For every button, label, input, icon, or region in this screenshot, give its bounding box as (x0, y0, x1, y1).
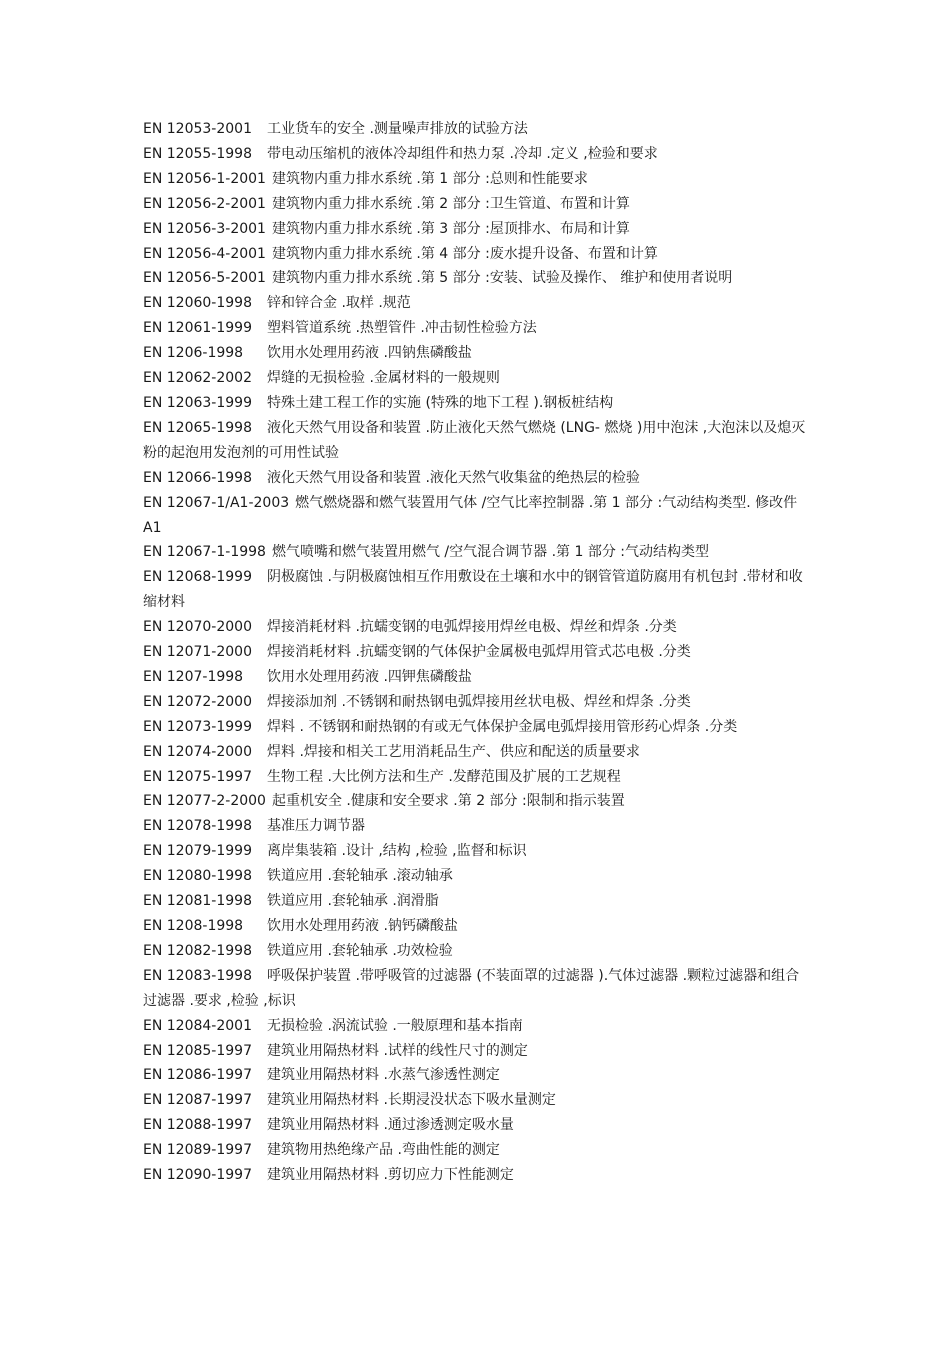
standard-entry (143, 266, 808, 291)
standard-entry (143, 615, 808, 640)
standard-title: 建筑物内重力排水系统 .第 5 部分 :安装、试验及操作、 维护和使用者说明 (271, 270, 733, 287)
standard-title: 液化天然气用设备和装置 .防止液化天然气燃烧 (LNG- 燃烧 )用中泡沫 ,大泡沫以及熄灭粉的起泡用发泡剂的可用性试验 (143, 419, 806, 461)
standard-title: 阴极腐蚀 .与阴极腐蚀相互作用敷设在土壤和水中的钢管管道防腐用有机包封 .带材和收缩材料 (143, 569, 803, 611)
standard-entry (143, 964, 808, 1014)
standard-code: EN 12071-2000 (143, 644, 252, 661)
standard-entry (143, 167, 808, 192)
standard-code: EN 12056-4-2001 (143, 245, 266, 262)
standard-title: 饮用水处理用药液 .钠钙磷酸盐 (267, 918, 458, 934)
standard-title: 焊缝的无损检验 .金属材料的一般规则 (267, 370, 500, 387)
standard-entry (143, 192, 808, 217)
standard-code: EN 1206-1998 (143, 345, 244, 362)
standard-title: 液化天然气用设备和装置 .液化天然气收集盆的绝热层的检验 (267, 469, 640, 486)
standard-code: EN 12089-1997 (143, 1142, 252, 1159)
standard-code: EN 12088-1997 (143, 1117, 252, 1134)
standard-title: 建筑物内重力排水系统 .第 3 部分 :屋顶排水、布局和计算 (271, 220, 630, 237)
standard-title: 铁道应用 .套轮轴承 .滚动轴承 (267, 868, 453, 885)
standard-entry (143, 715, 808, 740)
standard-entry (143, 789, 808, 814)
standard-entry (143, 466, 808, 491)
standard-entry (143, 814, 808, 839)
standard-title: 饮用水处理用药液 .四钠焦磷酸盐 (267, 345, 472, 362)
standard-code: EN 12077-2-2000 (143, 793, 266, 810)
standard-entry (143, 341, 808, 366)
standard-code: EN 12068-1999 (143, 569, 252, 586)
standard-entry (143, 1163, 808, 1188)
standard-code: EN 12056-2-2001 (143, 195, 266, 212)
standard-code: EN 1207-1998 (143, 668, 244, 685)
standard-title: 饮用水处理用药液 .四钾焦磷酸盐 (267, 668, 472, 685)
standard-title: 工业货车的安全 .测量噪声排放的试验方法 (267, 121, 528, 137)
standard-title: 呼吸保护装置 .带呼吸管的过滤器 (不装面罩的过滤器 ).气体过滤器 .颗粒过滤器和组合过滤器 .要求 ,检验 ,标识 (143, 967, 800, 1009)
standard-title: 建筑物用热绝缘产品 .弯曲性能的测定 (267, 1142, 500, 1159)
standard-title: 焊接添加剂 .不锈钢和耐热钢电弧焊接用丝状电极、焊丝和焊条 .分类 (267, 693, 691, 710)
standard-code: EN 12070-2000 (143, 619, 252, 636)
standard-title: 焊接消耗材料 .抗蠕变钢的气体保护金属极电弧焊用管式芯电极 .分类 (267, 644, 691, 661)
standard-title: 生物工程 .大比例方法和生产 .发酵范围及扩展的工艺规程 (267, 768, 621, 785)
standard-entry (143, 740, 808, 765)
standard-code: EN 12083-1998 (143, 967, 252, 984)
standard-title: 焊料 .焊接和相关工艺用消耗品生产、供应和配送的质量要求 (267, 743, 640, 760)
standard-entry (143, 291, 808, 316)
standard-entry (143, 1138, 808, 1163)
standard-code: EN 12084-2001 (143, 1017, 252, 1034)
standard-code: EN 12082-1998 (143, 942, 252, 959)
standard-entry (143, 316, 808, 341)
standard-code: EN 12065-1998 (143, 419, 252, 436)
standard-code: EN 12085-1997 (143, 1042, 252, 1059)
standard-code: EN 12074-2000 (143, 743, 252, 760)
standard-code: EN 12087-1997 (143, 1092, 252, 1109)
standard-code: EN 12078-1998 (143, 818, 252, 835)
standard-title: 燃气燃烧器和燃气装置用气体 /空气比率控制器 .第 1 部分 :气动结构类型. 修改件 A1 (143, 494, 798, 536)
standard-title: 铁道应用 .套轮轴承 .润滑脂 (267, 893, 439, 910)
standard-code: EN 12056-3-2001 (143, 220, 266, 237)
standard-entry (143, 217, 808, 242)
standard-entry (143, 366, 808, 391)
standard-code: EN 12066-1998 (143, 469, 252, 486)
standard-title: 焊料 . 不锈钢和耐热钢的有或无气体保护金属电弧焊接用管形药心焊条 .分类 (267, 718, 738, 735)
standard-entry (143, 939, 808, 964)
standard-title: 建筑业用隔热材料 .水蒸气渗透性测定 (267, 1067, 500, 1084)
standard-entry (143, 690, 808, 715)
standard-entry (143, 540, 808, 565)
standard-code: EN 12086-1997 (143, 1067, 252, 1084)
standard-entry (143, 914, 808, 939)
standard-entry (143, 665, 808, 690)
standard-entry (143, 1063, 808, 1088)
standard-title: 建筑物内重力排水系统 .第 1 部分 :总则和性能要求 (271, 170, 588, 187)
standard-code: EN 12075-1997 (143, 768, 252, 785)
standard-entry (143, 1113, 808, 1138)
standard-code: EN 12056-1-2001 (143, 170, 266, 187)
standard-title: 无损检验 .涡流试验 .一般原理和基本指南 (267, 1017, 523, 1034)
standard-entry (143, 565, 808, 615)
standard-title: 锌和锌合金 .取样 .规范 (267, 295, 411, 312)
standard-entry (143, 889, 808, 914)
standard-title: 起重机安全 .健康和安全要求 .第 2 部分 :限制和指示装置 (271, 793, 625, 810)
standard-title: 建筑业用隔热材料 .试样的线性尺寸的测定 (267, 1042, 528, 1059)
standard-title: 塑料管道系统 .热塑管件 .冲击韧性检验方法 (267, 320, 537, 337)
standard-entry (143, 1088, 808, 1113)
standard-code: EN 12067-1/A1-2003 (143, 494, 290, 511)
standard-code: EN 12061-1999 (143, 320, 252, 337)
standard-entry (143, 416, 808, 466)
standard-code: EN 12072-2000 (143, 693, 252, 710)
standard-entry (143, 1039, 808, 1064)
standard-code: EN 12053-2001 (143, 121, 252, 137)
standard-code: EN 12081-1998 (143, 893, 252, 910)
standard-entry (143, 117, 808, 142)
standard-code: EN 12079-1999 (143, 843, 252, 860)
standard-title: 铁道应用 .套轮轴承 .功效检验 (267, 942, 453, 959)
standard-entry (143, 242, 808, 267)
standard-code: EN 12062-2002 (143, 370, 252, 387)
standard-code: EN 1208-1998 (143, 918, 244, 934)
standard-title: 基准压力调节器 (267, 818, 365, 835)
standard-title: 建筑物内重力排水系统 .第 2 部分 :卫生管道、布置和计算 (271, 195, 630, 212)
standard-code: EN 12056-5-2001 (143, 270, 266, 287)
standard-entry (143, 640, 808, 665)
standard-entry (143, 391, 808, 416)
standard-title: 建筑业用隔热材料 .通过渗透测定吸水量 (267, 1117, 514, 1134)
standard-title: 特殊土建工程工作的实施 (特殊的地下工程 ).钢板桩结构 (267, 394, 614, 411)
standard-title: 焊接消耗材料 .抗蠕变钢的电弧焊接用焊丝电极、焊丝和焊条 .分类 (267, 619, 677, 636)
standard-code: EN 12080-1998 (143, 868, 252, 885)
standard-title: 燃气喷嘴和燃气装置用燃气 /空气混合调节器 .第 1 部分 :气动结构类型 (271, 544, 709, 561)
standard-code: EN 12063-1999 (143, 394, 252, 411)
standards-list (143, 117, 808, 1188)
standard-title: 离岸集装箱 .设计 ,结构 ,检验 ,监督和标识 (267, 843, 527, 860)
standard-code: EN 12060-1998 (143, 295, 252, 312)
standard-entry (143, 491, 808, 541)
standard-code: EN 12055-1998 (143, 145, 252, 162)
standard-code: EN 12067-1-1998 (143, 544, 266, 561)
standard-entry (143, 1014, 808, 1039)
standard-code: EN 12073-1999 (143, 718, 252, 735)
standard-entry (143, 142, 808, 167)
standard-entry (143, 765, 808, 790)
standard-code: EN 12090-1997 (143, 1167, 252, 1184)
standard-title: 带电动压缩机的液体冷却组件和热力泵 .冷却 .定义 ,检验和要求 (267, 145, 658, 162)
standard-title: 建筑物内重力排水系统 .第 4 部分 :废水提升设备、布置和计算 (271, 245, 658, 262)
standard-title: 建筑业用隔热材料 .剪切应力下性能测定 (267, 1167, 514, 1184)
standard-entry (143, 864, 808, 889)
standard-entry (143, 839, 808, 864)
standard-title: 建筑业用隔热材料 .长期浸没状态下吸水量测定 (267, 1092, 556, 1109)
